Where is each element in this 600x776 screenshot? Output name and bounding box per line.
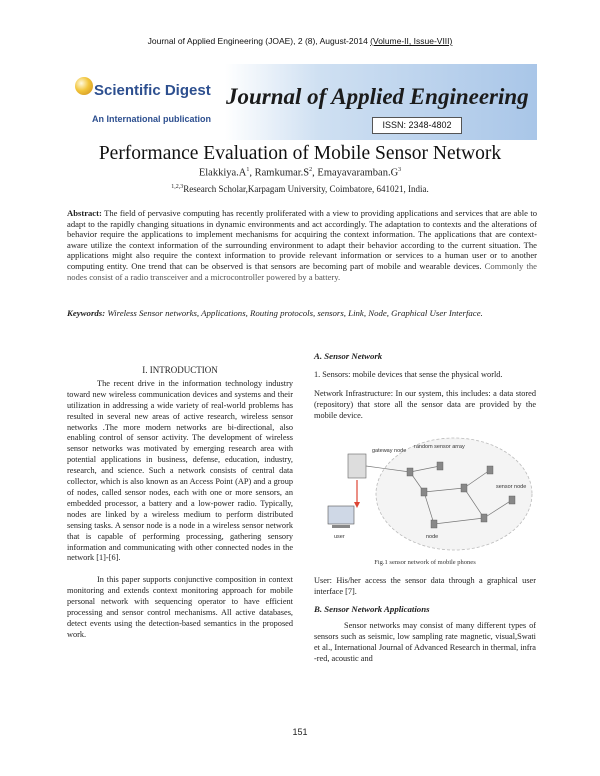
- gateway-label: gateway node: [372, 447, 407, 454]
- paper-title: Performance Evaluation of Mobile Sensor Network: [98, 143, 502, 164]
- volume-issue-link[interactable]: (Volume-II, Issue-VIII): [370, 36, 453, 46]
- page-number: 151: [292, 727, 308, 737]
- affiliation-text: Research Scholar,Karpagam University, Coimbatore, 641021, India.: [183, 184, 429, 194]
- author-1-sup: 1: [246, 167, 250, 173]
- right-column: [314, 351, 536, 665]
- author-3-sup: 3: [398, 167, 402, 173]
- publisher-tagline: An International publication: [92, 114, 211, 124]
- sensor-field-cloud: [376, 438, 532, 550]
- sensor-node-icon: [407, 468, 413, 476]
- author-list: [0, 167, 600, 179]
- sensor-node-label: sensor node: [496, 483, 527, 490]
- publisher-logo-box: [70, 66, 220, 138]
- sensor-network-figure: [314, 426, 536, 556]
- citation-text: Journal of Applied Engineering (JOAE), 2 (8), August-2014: [147, 36, 368, 46]
- keywords-text: Wireless Sensor networks, Applications, Routing protocols, sensors, Link, Node, Graphical User Interface.: [107, 308, 483, 318]
- intro-paragraph-2: In this paper supports conjunctive composition in context monitoring and extends context monitoring approach for mobile personal network with sequencing operator to have efficient processing and sensor control mechanisms. All active databases, detect events using the detection-based semantics in the proposed work.: [67, 575, 293, 639]
- user-computer-icon: [328, 506, 354, 524]
- sensor-node-icon: [421, 488, 427, 496]
- user-label: user: [334, 533, 345, 540]
- sensor-node-icon: [437, 462, 443, 470]
- author-3: , Emayavaramban.G: [312, 167, 399, 179]
- intro-paragraph-1: The recent drive in the information technology industry toward new wireless communication devices and systems and their utilization in addressing a wide variety of real-world problems has resulted in several new areas of active research, wireless sensor networks .The more modern networks are bi-directional, also enabling control of sensor activity. The development of wireless sensor networks was motivated by emerging research area with potential applications in business, defense, education, industry, research, and science. Such a network consists of central data collector, which is also known as an Access Point (AP) and a group of nodes, called sensor nodes, each with one or more sensors, an embedded processor, a battery and a low-power radio. Typically, nodes are linked by a wireless medium to perform distributed sensing tasks. A sensor node is a node in a wireless sensor network that is capable of performing processing, gathering sensory information and communicating with other connected nodes in the network [1]-[6].: [67, 378, 293, 563]
- sensor-network-heading: A. Sensor Network: [314, 351, 383, 361]
- user-description: User: His/her access the sensor data through a graphical user interface [7].: [314, 576, 536, 597]
- abstract-label: Abstract:: [67, 208, 102, 218]
- author-2: , Ramkumar.S: [249, 167, 310, 179]
- issn-box: ISSN: 2348-4802: [372, 117, 462, 134]
- abstract-text-grey: Commonly the nodes consist of a radio transceiver and a microcontroller powered by a battery.: [67, 260, 537, 282]
- array-label: random sensor array: [414, 443, 465, 450]
- globe-logo-icon: [75, 77, 93, 95]
- gateway-tower-icon: [348, 454, 366, 478]
- affiliation-sup: 1,2,3: [171, 184, 184, 190]
- author-2-sup: 2: [309, 167, 313, 173]
- keywords-label: Keywords:: [67, 308, 106, 318]
- journal-title: Journal of Applied Engineering: [226, 84, 529, 109]
- sensor-network-diagram: [314, 426, 536, 556]
- sensor-node-icon: [487, 466, 493, 474]
- keywords: [67, 308, 537, 319]
- sensor-node-icon: [461, 484, 467, 492]
- abstract: [67, 208, 537, 304]
- sensor-node-icon: [481, 514, 487, 522]
- applications-paragraph: Sensor networks may consist of many different types of sensors such as seismic, low sampling rate magnetic, visual,Swati et al., International Journal of Advanced Research in thermal, infra -red, acoustic and: [314, 621, 536, 663]
- sensors-item: 1. Sensors: mobile devices that sense the physical world.: [314, 369, 503, 379]
- figure-caption: Fig.1 sensor network of mobile phones: [374, 558, 476, 566]
- keyboard-icon: [332, 525, 350, 528]
- author-1: Elakkiya.A: [198, 167, 247, 179]
- network-infrastructure-item: Network Infrastructure: In our system, this includes: a data stored (repository) that store all the sensor data are provided by the mobile device.: [314, 388, 536, 420]
- sensor-node-icon: [509, 496, 515, 504]
- arrow-down-icon: [354, 502, 360, 508]
- affiliation: [0, 184, 600, 194]
- abstract-text: The field of pervasive computing has recently proliferated with a view to providing applications and services that are able to adapt to the rapidly changing situations in dynamic environments and act accordingly. The adaptation to contexts and the alterations of behavior require the applications to implement mechanisms for acquiring the context information. The applications that are context-aware utilize the context information of the surrounding environment to adapt their behavior according to the current situation. The applications might also require the context information to provide relevant information or services to a human user or to another computing entity. One trend that can be observed is that sensors are becoming part of mobile and wearable devices.: [67, 208, 537, 271]
- node-label: node: [426, 533, 439, 540]
- left-column: [67, 365, 293, 641]
- sensor-node-icon: [431, 520, 437, 528]
- publisher-name: Scientific Digest: [94, 82, 211, 99]
- intro-heading: I. INTRODUCTION: [142, 365, 218, 375]
- applications-heading: B. Sensor Network Applications: [314, 604, 430, 615]
- journal-citation-header: [0, 36, 600, 46]
